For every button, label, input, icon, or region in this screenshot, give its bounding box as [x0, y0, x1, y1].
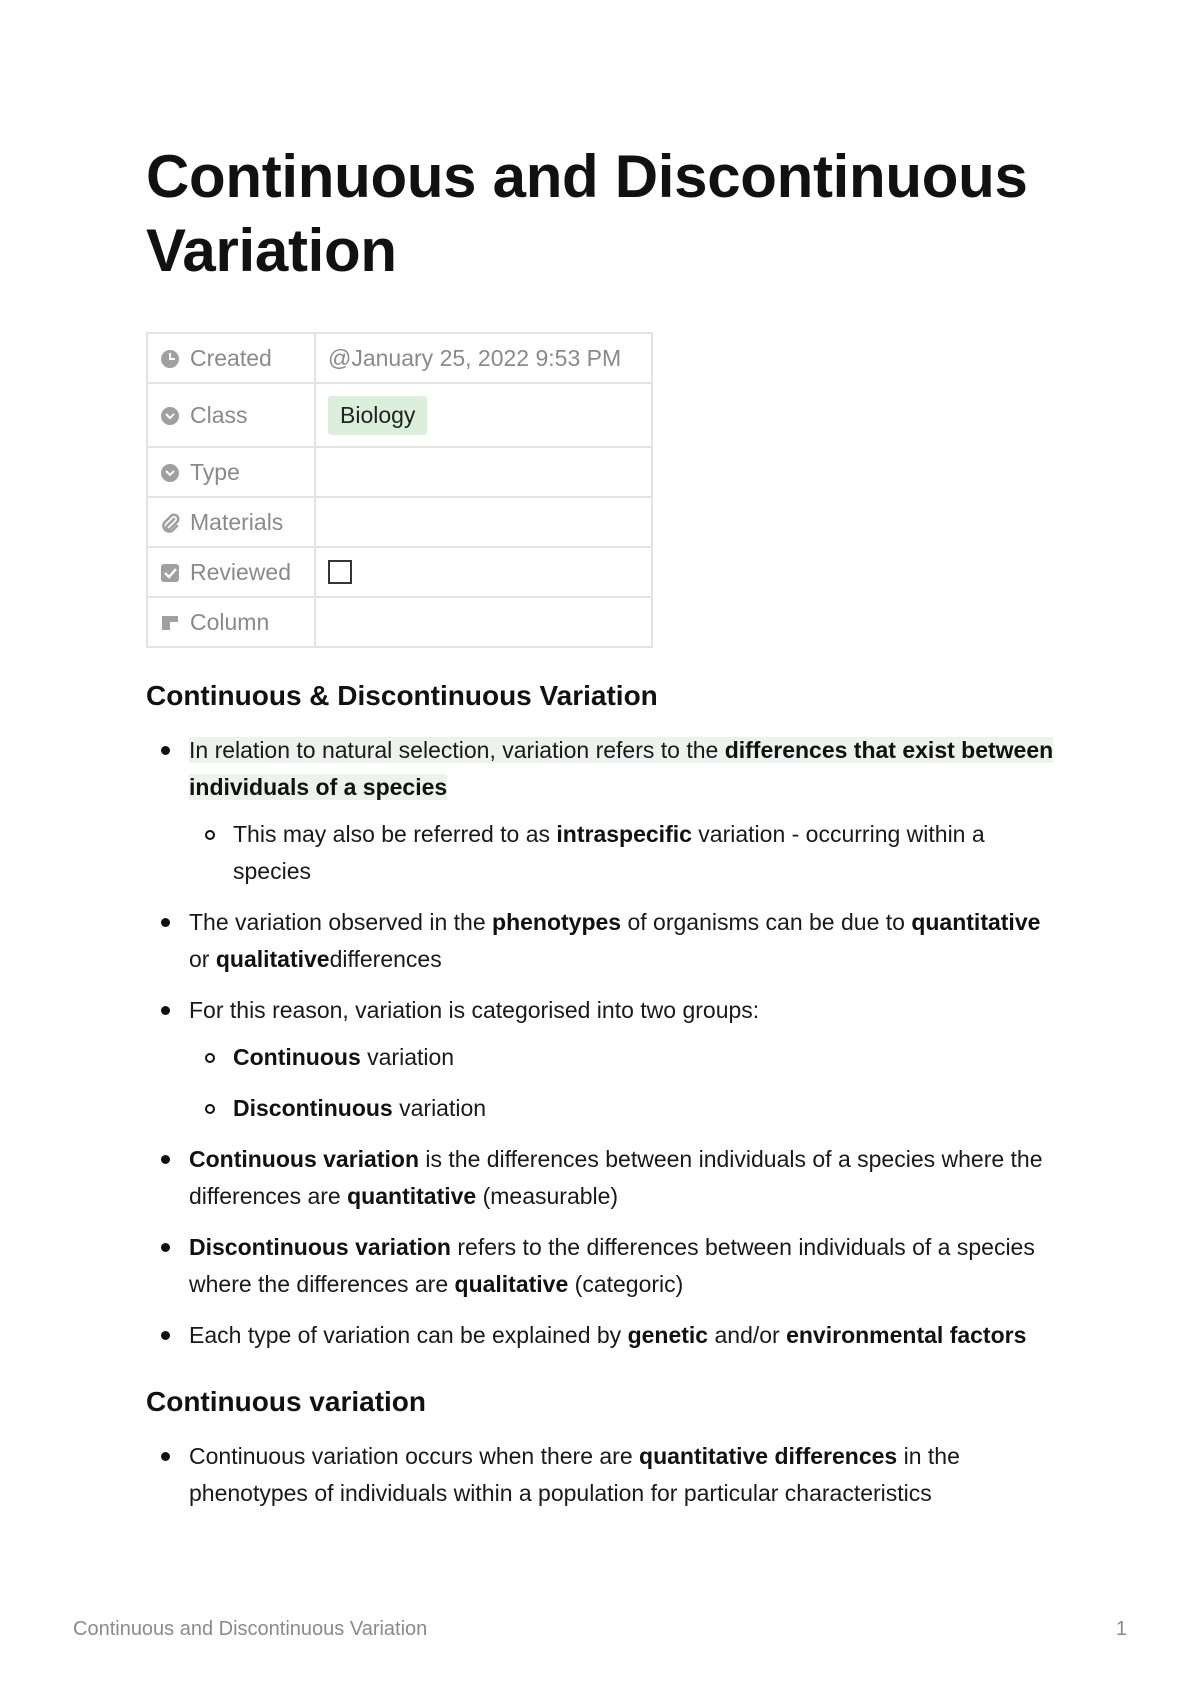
property-row-materials [147, 497, 652, 547]
list-item: Continuous variation is the differences between individuals of a species where the differences are quantitative (measurable) [146, 1141, 1066, 1215]
list-item: This may also be referred to as intraspecific variation - occurring within a species [189, 816, 1066, 890]
class-tag[interactable]: Biology [328, 396, 427, 435]
property-label: Class [190, 401, 248, 428]
property-row-class [147, 383, 652, 447]
sub-list [189, 1039, 1066, 1127]
select-icon [160, 463, 180, 483]
property-row-column [147, 597, 652, 647]
page-footer [73, 1618, 1127, 1641]
list-item: Each type of variation can be explained by genetic and/or environmental factors [146, 1317, 1066, 1354]
select-icon [160, 406, 180, 426]
paperclip-icon [160, 513, 180, 533]
list-item: Discontinuous variation refers to the differences between individuals of a species where the differences are qualitative (categoric) [146, 1229, 1066, 1303]
footer-title: Continuous and Discontinuous Variation [73, 1618, 428, 1640]
type-value[interactable] [315, 447, 652, 497]
bullet-list [146, 1438, 1066, 1512]
text-property-icon [160, 613, 180, 633]
property-row-type [147, 447, 652, 497]
list-item: The variation observed in the phenotypes of organisms can be due to quantitative or qualitativedifferences [146, 904, 1066, 978]
column-value[interactable] [315, 597, 652, 647]
page-title: Continuous and Discontinuous Variation [146, 143, 1028, 284]
page-content [146, 140, 1066, 1526]
property-label: Type [190, 458, 240, 485]
property-label: Materials [190, 508, 284, 535]
bullet-list [146, 732, 1066, 1354]
list-item: Discontinuous variation [189, 1090, 1066, 1127]
section-heading: Continuous variation [146, 1386, 426, 1417]
property-row-created [147, 333, 652, 383]
property-row-reviewed [147, 547, 652, 597]
page-number: 1 [1115, 1618, 1127, 1640]
property-label: Reviewed [190, 558, 291, 585]
checkbox-property-icon [160, 563, 180, 583]
clock-icon [160, 349, 180, 369]
sub-list [189, 816, 1066, 890]
property-label: Created [190, 344, 272, 371]
list-item: For this reason, variation is categorised into two groups: Continuous variation Discontinuous variation [146, 992, 1066, 1127]
list-item: In relation to natural selection, variation refers to the differences that exist between individuals of a species This may also be referred to as intraspecific variation - occurring within a species [146, 732, 1066, 890]
property-label: Column [190, 608, 270, 635]
created-value[interactable]: @January 25, 2022 9:53 PM [315, 333, 652, 383]
reviewed-checkbox[interactable] [328, 560, 352, 584]
properties-table [146, 332, 653, 648]
list-item: Continuous variation occurs when there are quantitative differences in the phenotypes of individuals within a population for particular characteristics [146, 1438, 1066, 1512]
list-item: Continuous variation [189, 1039, 1066, 1076]
materials-value[interactable] [315, 497, 652, 547]
section-heading: Continuous & Discontinuous Variation [146, 680, 658, 711]
